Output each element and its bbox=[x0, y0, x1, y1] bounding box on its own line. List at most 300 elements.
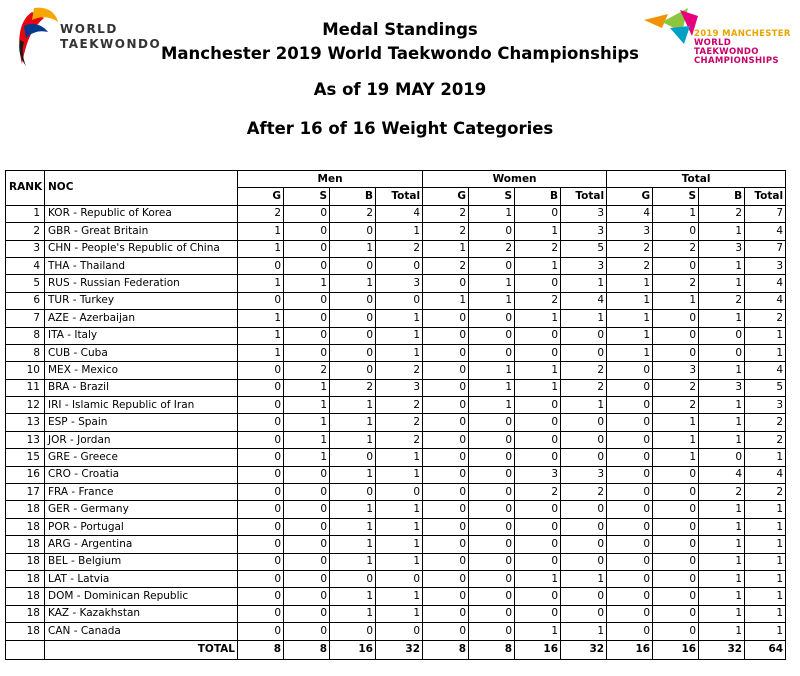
noc-cell: DOM - Dominican Republic bbox=[45, 588, 238, 605]
medal-count-cell: 1 bbox=[607, 310, 653, 327]
medal-count-cell: 1 bbox=[699, 553, 745, 570]
medal-count-cell: 0 bbox=[653, 310, 699, 327]
medal-count-cell: 2 bbox=[653, 240, 699, 257]
medal-count-cell: 0 bbox=[653, 466, 699, 483]
medal-count-cell: 1 bbox=[515, 223, 561, 240]
medal-count-cell: 0 bbox=[284, 257, 330, 274]
medal-count-cell: 0 bbox=[469, 449, 515, 466]
table-row bbox=[6, 292, 786, 309]
rank-cell: 8 bbox=[6, 327, 45, 344]
medal-count-cell: 1 bbox=[653, 205, 699, 222]
medal-count-cell: 2 bbox=[515, 240, 561, 257]
medal-count-cell: 1 bbox=[699, 414, 745, 431]
medal-count-cell: 2 bbox=[423, 223, 469, 240]
medal-count-cell: 0 bbox=[423, 570, 469, 587]
rank-cell: 18 bbox=[6, 518, 45, 535]
medal-count-cell: 0 bbox=[469, 327, 515, 344]
medal-count-cell: 0 bbox=[607, 414, 653, 431]
medal-count-cell: 0 bbox=[515, 205, 561, 222]
medal-count-cell: 0 bbox=[469, 484, 515, 501]
medal-count-cell: 1 bbox=[607, 275, 653, 292]
medal-count-cell: 1 bbox=[561, 310, 607, 327]
medal-count-cell: 0 bbox=[653, 553, 699, 570]
medal-count-cell: 1 bbox=[330, 466, 376, 483]
rank-header: RANK bbox=[6, 171, 45, 206]
medal-count-cell: 0 bbox=[561, 605, 607, 622]
medal-count-cell: 0 bbox=[515, 275, 561, 292]
medal-count-cell: 0 bbox=[238, 431, 284, 448]
medal-count-cell: 0 bbox=[469, 257, 515, 274]
medal-count-cell: 0 bbox=[330, 362, 376, 379]
medal-count-cell: 0 bbox=[653, 223, 699, 240]
medal-count-cell: 1 bbox=[238, 223, 284, 240]
total-header: Total bbox=[376, 188, 423, 205]
medal-count-cell: 1 bbox=[330, 397, 376, 414]
medal-count-cell: 1 bbox=[561, 623, 607, 640]
as-of-date: As of 19 MAY 2019 bbox=[313, 80, 487, 99]
medal-count-cell: 0 bbox=[653, 536, 699, 553]
medal-count-cell: 0 bbox=[515, 605, 561, 622]
medal-count-cell: 2 bbox=[238, 205, 284, 222]
total-cell: 8 bbox=[284, 640, 330, 659]
medal-count-cell: 0 bbox=[376, 257, 423, 274]
medal-count-cell: 4 bbox=[745, 275, 786, 292]
medal-count-cell: 0 bbox=[423, 397, 469, 414]
medal-count-cell: 0 bbox=[330, 449, 376, 466]
medal-count-cell: 0 bbox=[699, 449, 745, 466]
medal-count-cell: 0 bbox=[238, 292, 284, 309]
medal-count-cell: 0 bbox=[607, 431, 653, 448]
noc-cell: LAT - Latvia bbox=[45, 570, 238, 587]
medal-count-cell: 0 bbox=[469, 605, 515, 622]
medal-count-cell: 1 bbox=[515, 257, 561, 274]
medal-count-cell: 1 bbox=[745, 570, 786, 587]
noc-cell: KAZ - Kazakhstan bbox=[45, 605, 238, 622]
medal-count-cell: 1 bbox=[238, 275, 284, 292]
medal-count-cell: 0 bbox=[699, 327, 745, 344]
medal-count-cell: 2 bbox=[330, 379, 376, 396]
medal-count-cell: 0 bbox=[469, 518, 515, 535]
noc-cell: TUR - Turkey bbox=[45, 292, 238, 309]
medal-count-cell: 3 bbox=[653, 362, 699, 379]
noc-cell: ARG - Argentina bbox=[45, 536, 238, 553]
rank-cell: 2 bbox=[6, 223, 45, 240]
medal-count-cell: 2 bbox=[423, 257, 469, 274]
rank-cell: 13 bbox=[6, 431, 45, 448]
medal-count-cell: 1 bbox=[284, 379, 330, 396]
medal-count-cell: 1 bbox=[376, 449, 423, 466]
medal-count-cell: 0 bbox=[515, 518, 561, 535]
medal-count-cell: 0 bbox=[515, 588, 561, 605]
medal-count-cell: 0 bbox=[238, 466, 284, 483]
medal-count-cell: 0 bbox=[238, 397, 284, 414]
medal-count-cell: 0 bbox=[284, 240, 330, 257]
total-row bbox=[6, 640, 786, 659]
medal-count-cell: 2 bbox=[515, 484, 561, 501]
noc-cell: RUS - Russian Federation bbox=[45, 275, 238, 292]
medal-count-cell: 0 bbox=[423, 310, 469, 327]
medal-count-cell: 2 bbox=[745, 484, 786, 501]
medal-count-cell: 0 bbox=[515, 553, 561, 570]
medal-count-cell: 1 bbox=[330, 275, 376, 292]
medal-count-cell: 1 bbox=[469, 379, 515, 396]
medal-count-cell: 3 bbox=[376, 275, 423, 292]
medal-count-cell: 0 bbox=[284, 588, 330, 605]
medal-count-cell: 1 bbox=[515, 570, 561, 587]
medal-count-cell: 3 bbox=[561, 466, 607, 483]
table-row bbox=[6, 431, 786, 448]
table-row bbox=[6, 536, 786, 553]
logo-text-line: CHAMPIONSHIPS bbox=[694, 56, 779, 66]
table-row bbox=[6, 553, 786, 570]
medal-count-cell: 1 bbox=[699, 431, 745, 448]
medal-count-cell: 0 bbox=[607, 484, 653, 501]
logo-text-line: WORLD bbox=[60, 22, 118, 36]
rank-cell: 12 bbox=[6, 397, 45, 414]
medal-count-cell: 0 bbox=[469, 414, 515, 431]
medal-count-cell: 0 bbox=[653, 257, 699, 274]
medal-count-cell: 0 bbox=[515, 344, 561, 361]
medal-count-cell: 0 bbox=[376, 292, 423, 309]
medal-count-cell: 5 bbox=[745, 379, 786, 396]
total-cell: 32 bbox=[699, 640, 745, 659]
rank-cell: 18 bbox=[6, 623, 45, 640]
medal-count-cell: 0 bbox=[423, 431, 469, 448]
medal-count-cell: 1 bbox=[745, 518, 786, 535]
medal-count-cell: 2 bbox=[745, 431, 786, 448]
table-row bbox=[6, 449, 786, 466]
medal-count-cell: 4 bbox=[745, 223, 786, 240]
medal-count-cell: 1 bbox=[330, 518, 376, 535]
medal-count-cell: 0 bbox=[376, 484, 423, 501]
medal-count-cell: 0 bbox=[238, 588, 284, 605]
medal-count-cell: 2 bbox=[376, 397, 423, 414]
medal-count-cell: 1 bbox=[699, 310, 745, 327]
medal-count-cell: 2 bbox=[376, 431, 423, 448]
medal-count-cell: 1 bbox=[745, 588, 786, 605]
noc-cell: POR - Portugal bbox=[45, 518, 238, 535]
medal-count-cell: 0 bbox=[607, 588, 653, 605]
medal-count-cell: 0 bbox=[284, 344, 330, 361]
medal-count-cell: 0 bbox=[330, 623, 376, 640]
medal-count-cell: 0 bbox=[607, 379, 653, 396]
medal-count-cell: 0 bbox=[238, 623, 284, 640]
medal-count-cell: 2 bbox=[607, 240, 653, 257]
table-row bbox=[6, 414, 786, 431]
medal-count-cell: 2 bbox=[376, 362, 423, 379]
medal-count-cell: 0 bbox=[469, 223, 515, 240]
medal-count-cell: 4 bbox=[745, 466, 786, 483]
medal-count-cell: 0 bbox=[469, 588, 515, 605]
gold-header: G bbox=[607, 188, 653, 205]
total-cell: 16 bbox=[607, 640, 653, 659]
medal-count-cell: 0 bbox=[653, 327, 699, 344]
medal-count-cell: 0 bbox=[561, 536, 607, 553]
total-cell: 32 bbox=[561, 640, 607, 659]
medal-count-cell: 0 bbox=[330, 310, 376, 327]
medal-count-cell: 1 bbox=[284, 431, 330, 448]
women-group-header: Women bbox=[423, 171, 607, 188]
medal-count-cell: 1 bbox=[238, 240, 284, 257]
noc-cell: GER - Germany bbox=[45, 501, 238, 518]
medal-count-cell: 1 bbox=[330, 588, 376, 605]
medal-count-cell: 1 bbox=[745, 344, 786, 361]
bronze-header: B bbox=[515, 188, 561, 205]
medal-count-cell: 0 bbox=[423, 518, 469, 535]
medal-standings-table bbox=[5, 170, 786, 660]
medal-count-cell: 0 bbox=[423, 414, 469, 431]
table-row bbox=[6, 379, 786, 396]
table-row bbox=[6, 623, 786, 640]
medal-count-cell: 1 bbox=[699, 536, 745, 553]
medal-count-cell: 7 bbox=[745, 205, 786, 222]
medal-count-cell: 1 bbox=[330, 501, 376, 518]
medal-count-cell: 1 bbox=[699, 501, 745, 518]
rank-cell: 3 bbox=[6, 240, 45, 257]
medal-count-cell: 4 bbox=[699, 466, 745, 483]
noc-cell: GRE - Greece bbox=[45, 449, 238, 466]
medal-count-cell: 1 bbox=[745, 536, 786, 553]
table-row bbox=[6, 588, 786, 605]
total-header: Total bbox=[745, 188, 786, 205]
medal-count-cell: 1 bbox=[469, 205, 515, 222]
medal-count-cell: 3 bbox=[561, 205, 607, 222]
medal-count-cell: 0 bbox=[423, 553, 469, 570]
medal-count-cell: 0 bbox=[469, 570, 515, 587]
table-row bbox=[6, 362, 786, 379]
total-cell: 32 bbox=[376, 640, 423, 659]
medal-count-cell: 1 bbox=[376, 327, 423, 344]
medal-count-cell: 0 bbox=[515, 449, 561, 466]
logo-text-line: 2019 MANCHESTER bbox=[694, 29, 791, 39]
noc-cell: CHN - People's Republic of China bbox=[45, 240, 238, 257]
medal-count-cell: 2 bbox=[469, 240, 515, 257]
medal-count-cell: 0 bbox=[469, 310, 515, 327]
rank-cell: 16 bbox=[6, 466, 45, 483]
medal-count-cell: 2 bbox=[423, 205, 469, 222]
total-cell: 16 bbox=[515, 640, 561, 659]
medal-count-cell: 1 bbox=[284, 449, 330, 466]
medal-count-cell: 1 bbox=[423, 240, 469, 257]
medal-count-cell: 1 bbox=[699, 570, 745, 587]
medal-count-cell: 0 bbox=[284, 536, 330, 553]
medal-count-cell: 1 bbox=[376, 588, 423, 605]
noc-cell: IRI - Islamic Republic of Iran bbox=[45, 397, 238, 414]
medal-count-cell: 2 bbox=[653, 397, 699, 414]
total-cell: 64 bbox=[745, 640, 786, 659]
medal-count-cell: 1 bbox=[561, 275, 607, 292]
medal-count-cell: 0 bbox=[284, 292, 330, 309]
medal-count-cell: 1 bbox=[745, 605, 786, 622]
header-group-row bbox=[6, 171, 786, 188]
medal-count-cell: 3 bbox=[607, 223, 653, 240]
medal-count-cell: 0 bbox=[469, 466, 515, 483]
logo-text-line: TAEKWONDO bbox=[60, 37, 162, 51]
medal-count-cell: 2 bbox=[745, 310, 786, 327]
medal-count-cell: 1 bbox=[469, 362, 515, 379]
noc-cell: MEX - Mexico bbox=[45, 362, 238, 379]
noc-cell: ITA - Italy bbox=[45, 327, 238, 344]
medal-count-cell: 1 bbox=[515, 623, 561, 640]
medal-count-cell: 0 bbox=[423, 344, 469, 361]
medal-count-cell: 1 bbox=[284, 397, 330, 414]
rank-cell: 13 bbox=[6, 414, 45, 431]
rank-cell: 1 bbox=[6, 205, 45, 222]
total-cell: 16 bbox=[330, 640, 376, 659]
medal-count-cell: 1 bbox=[653, 431, 699, 448]
medal-count-cell: 0 bbox=[607, 570, 653, 587]
medal-count-cell: 0 bbox=[607, 623, 653, 640]
medal-count-cell: 0 bbox=[469, 344, 515, 361]
page-title: Medal Standings bbox=[322, 20, 478, 39]
medal-count-cell: 0 bbox=[561, 431, 607, 448]
medal-count-cell: 1 bbox=[284, 414, 330, 431]
medal-count-cell: 1 bbox=[745, 501, 786, 518]
medal-count-cell: 2 bbox=[699, 292, 745, 309]
medal-count-cell: 0 bbox=[653, 623, 699, 640]
medal-count-cell: 0 bbox=[423, 449, 469, 466]
progress-label: After 16 of 16 Weight Categories bbox=[246, 119, 554, 138]
noc-cell: GBR - Great Britain bbox=[45, 223, 238, 240]
medal-count-cell: 0 bbox=[423, 536, 469, 553]
rank-cell: 4 bbox=[6, 257, 45, 274]
rank-cell: 10 bbox=[6, 362, 45, 379]
medal-count-cell: 1 bbox=[330, 431, 376, 448]
medal-count-cell: 0 bbox=[330, 327, 376, 344]
medal-count-cell: 2 bbox=[653, 275, 699, 292]
table-row bbox=[6, 466, 786, 483]
rank-cell: 17 bbox=[6, 484, 45, 501]
medal-count-cell: 0 bbox=[423, 501, 469, 518]
noc-cell: ESP - Spain bbox=[45, 414, 238, 431]
medal-count-cell: 0 bbox=[238, 605, 284, 622]
noc-cell: JOR - Jordan bbox=[45, 431, 238, 448]
rank-cell: 5 bbox=[6, 275, 45, 292]
medal-count-cell: 0 bbox=[653, 344, 699, 361]
medal-count-cell: 1 bbox=[423, 292, 469, 309]
medal-count-cell: 1 bbox=[330, 605, 376, 622]
table-row bbox=[6, 605, 786, 622]
rank-cell: 18 bbox=[6, 536, 45, 553]
noc-header: NOC bbox=[45, 171, 238, 206]
medal-count-cell: 0 bbox=[653, 588, 699, 605]
total-label: TOTAL bbox=[45, 640, 238, 659]
medal-count-cell: 0 bbox=[469, 501, 515, 518]
table-row bbox=[6, 344, 786, 361]
total-cell: 8 bbox=[238, 640, 284, 659]
table-row bbox=[6, 257, 786, 274]
medal-count-cell: 1 bbox=[376, 553, 423, 570]
noc-cell: KOR - Republic of Korea bbox=[45, 205, 238, 222]
medal-count-cell: 1 bbox=[376, 223, 423, 240]
medal-count-cell: 0 bbox=[607, 518, 653, 535]
medal-count-cell: 1 bbox=[284, 275, 330, 292]
medal-count-cell: 0 bbox=[284, 518, 330, 535]
medal-count-cell: 2 bbox=[561, 484, 607, 501]
medal-count-cell: 2 bbox=[561, 362, 607, 379]
medal-count-cell: 0 bbox=[423, 379, 469, 396]
noc-cell: CAN - Canada bbox=[45, 623, 238, 640]
medal-count-cell: 0 bbox=[653, 501, 699, 518]
noc-cell: BEL - Belgium bbox=[45, 553, 238, 570]
medal-count-cell: 1 bbox=[607, 344, 653, 361]
total-cell: 8 bbox=[423, 640, 469, 659]
medal-count-cell: 3 bbox=[699, 240, 745, 257]
medal-count-cell: 4 bbox=[376, 205, 423, 222]
table-body bbox=[6, 205, 786, 640]
men-group-header: Men bbox=[238, 171, 423, 188]
medal-count-cell: 4 bbox=[561, 292, 607, 309]
medal-count-cell: 1 bbox=[699, 397, 745, 414]
silver-header: S bbox=[284, 188, 330, 205]
medal-count-cell: 4 bbox=[745, 292, 786, 309]
medal-count-cell: 0 bbox=[653, 484, 699, 501]
total-cell: 8 bbox=[469, 640, 515, 659]
medal-count-cell: 5 bbox=[561, 240, 607, 257]
medal-count-cell: 1 bbox=[376, 605, 423, 622]
medal-count-cell: 3 bbox=[515, 466, 561, 483]
rank-cell: 15 bbox=[6, 449, 45, 466]
medal-count-cell: 0 bbox=[284, 570, 330, 587]
medal-count-cell: 1 bbox=[330, 414, 376, 431]
medal-count-cell: 1 bbox=[515, 310, 561, 327]
medal-count-cell: 2 bbox=[699, 484, 745, 501]
medal-count-cell: 1 bbox=[653, 449, 699, 466]
medal-count-cell: 1 bbox=[376, 518, 423, 535]
medal-count-cell: 0 bbox=[423, 605, 469, 622]
medal-count-cell: 0 bbox=[423, 588, 469, 605]
medal-count-cell: 2 bbox=[607, 257, 653, 274]
medal-count-cell: 0 bbox=[561, 553, 607, 570]
event-name: Manchester 2019 World Taekwondo Championships bbox=[161, 44, 639, 63]
medal-count-cell: 4 bbox=[745, 362, 786, 379]
medal-count-cell: 1 bbox=[238, 327, 284, 344]
medal-count-cell: 0 bbox=[238, 449, 284, 466]
medal-count-cell: 3 bbox=[376, 379, 423, 396]
medal-count-cell: 0 bbox=[607, 605, 653, 622]
table-row bbox=[6, 310, 786, 327]
medal-count-cell: 0 bbox=[284, 327, 330, 344]
medal-count-cell: 0 bbox=[469, 623, 515, 640]
medal-count-cell: 1 bbox=[745, 553, 786, 570]
medal-count-cell: 0 bbox=[653, 570, 699, 587]
medal-count-cell: 2 bbox=[515, 292, 561, 309]
noc-cell: CRO - Croatia bbox=[45, 466, 238, 483]
medal-count-cell: 2 bbox=[376, 414, 423, 431]
medal-count-cell: 0 bbox=[238, 501, 284, 518]
medal-count-cell: 1 bbox=[376, 344, 423, 361]
medal-count-cell: 1 bbox=[330, 553, 376, 570]
medal-count-cell: 3 bbox=[561, 257, 607, 274]
medal-count-cell: 0 bbox=[284, 223, 330, 240]
medal-count-cell: 0 bbox=[699, 344, 745, 361]
medal-count-cell: 1 bbox=[653, 414, 699, 431]
table-row bbox=[6, 518, 786, 535]
medal-count-cell: 1 bbox=[238, 344, 284, 361]
rank-cell: 18 bbox=[6, 588, 45, 605]
noc-cell: BRA - Brazil bbox=[45, 379, 238, 396]
medal-count-cell: 0 bbox=[330, 484, 376, 501]
medal-count-cell: 1 bbox=[469, 397, 515, 414]
medal-count-cell: 0 bbox=[607, 397, 653, 414]
medal-count-cell: 0 bbox=[284, 623, 330, 640]
table-row bbox=[6, 240, 786, 257]
medal-count-cell: 0 bbox=[330, 257, 376, 274]
medal-count-cell: 0 bbox=[561, 501, 607, 518]
medal-count-cell: 0 bbox=[607, 466, 653, 483]
medal-count-cell: 2 bbox=[284, 362, 330, 379]
medal-count-cell: 0 bbox=[607, 536, 653, 553]
